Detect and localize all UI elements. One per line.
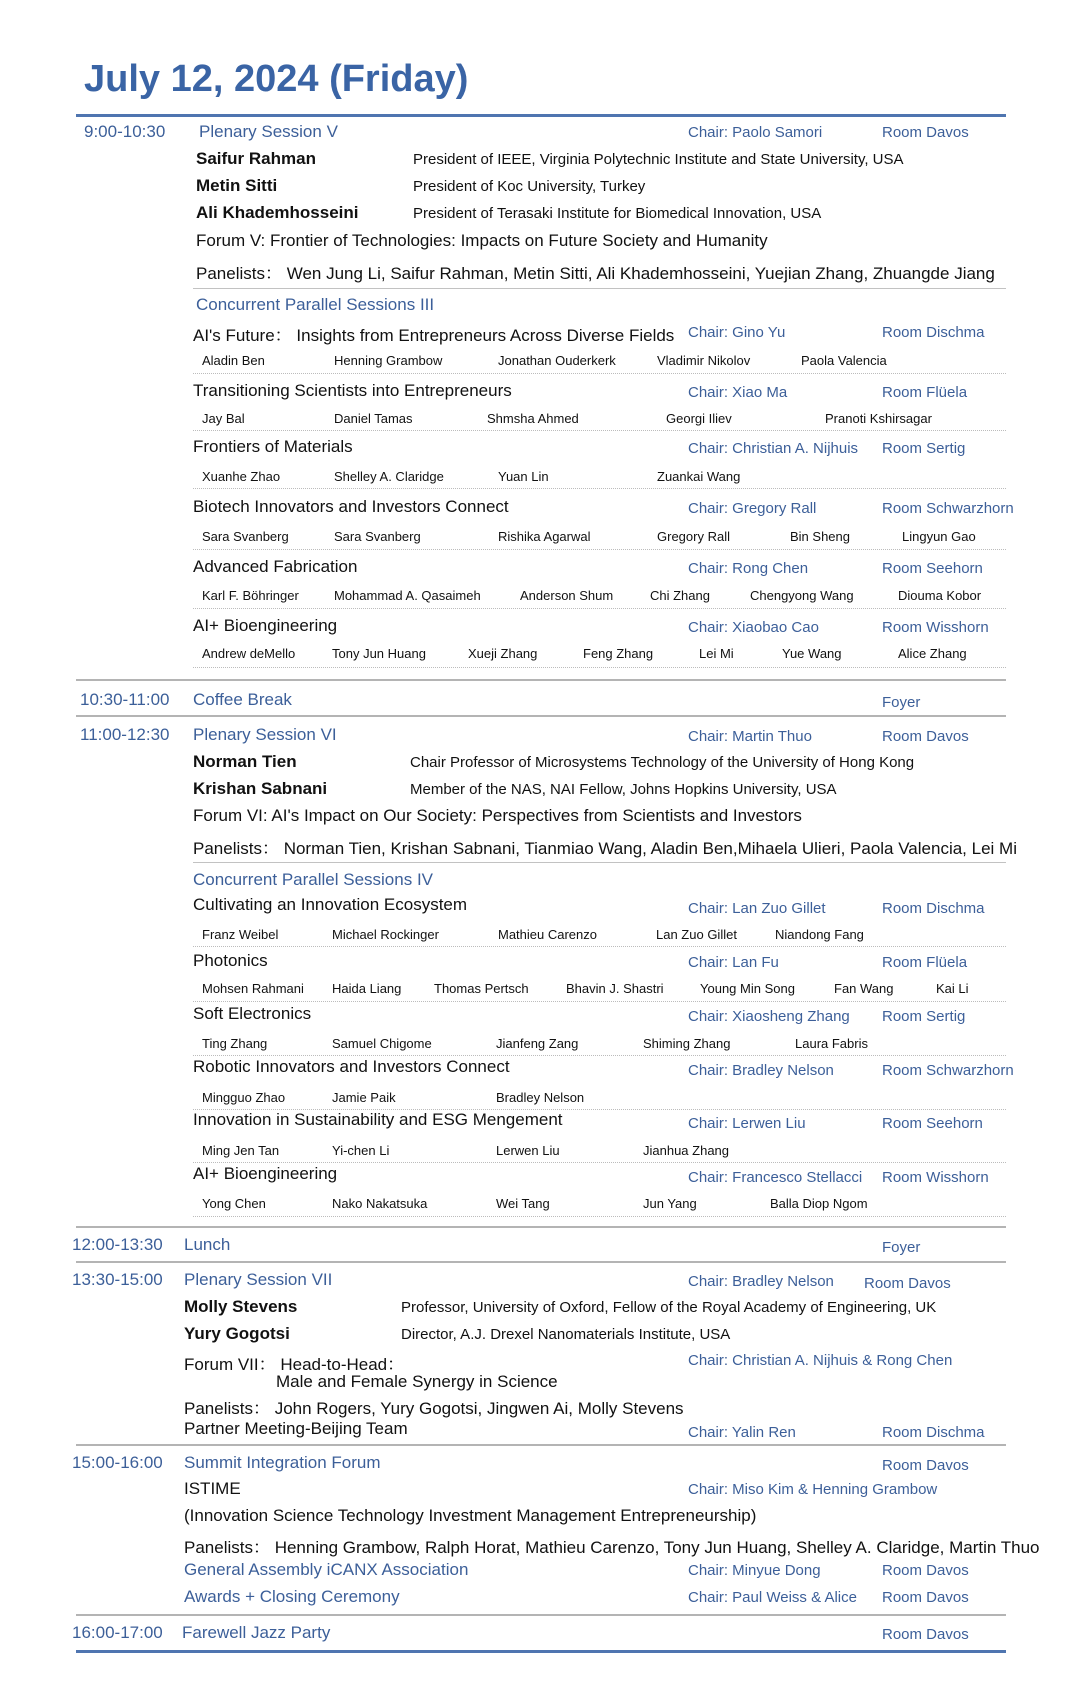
- forum-title: Forum VI: AI's Impact on Our Society: Perspectives from Scientists and Investors: [193, 806, 802, 825]
- assembly-title: General Assembly iCANX Association: [184, 1560, 469, 1579]
- session-room: Room Davos: [882, 124, 969, 141]
- session-chair: Chair: Xiaosheng Zhang: [688, 1008, 850, 1025]
- divider: [193, 430, 1006, 431]
- bottom-divider: [76, 1650, 1006, 1653]
- session-chair: Chair: Lan Zuo Gillet: [688, 900, 826, 917]
- participant: Anderson Shum: [520, 588, 614, 603]
- participant: Bin Sheng: [790, 529, 850, 544]
- session-room: Room Dischma: [882, 1424, 985, 1441]
- speaker-name: Saifur Rahman: [196, 149, 316, 168]
- session-title: Summit Integration Forum: [184, 1453, 381, 1472]
- session-chair: Chair: Rong Chen: [688, 560, 809, 577]
- participant: Tony Jun Huang: [332, 646, 426, 661]
- participant: Balla Diop Ngom: [770, 1196, 868, 1211]
- participant: Zuankai Wang: [657, 469, 741, 484]
- session-title: Lunch: [184, 1235, 231, 1254]
- divider: [193, 288, 1006, 289]
- participant: Lerwen Liu: [496, 1143, 560, 1158]
- page-title: July 12, 2024 (Friday): [84, 58, 469, 100]
- participant: Kai Li: [936, 981, 969, 996]
- speaker-affiliation: Chair Professor of Microsystems Technology of the University of Hong Kong: [410, 754, 915, 771]
- speaker-name: Metin Sitti: [196, 176, 278, 195]
- panelists: Panelists： Norman Tien, Krishan Sabnani, Tianmiao Wang, Aladin Ben,Mihaela Ulieri, Paola Valencia, Lei Mi: [193, 839, 1017, 858]
- session-chair: Chair: Yalin Ren: [688, 1424, 796, 1441]
- speaker-affiliation: President of IEEE, Virginia Polytechnic Institute and State University, USA: [413, 151, 904, 168]
- participant: Jianhua Zhang: [643, 1143, 730, 1158]
- time-slot: 9:00-10:30: [84, 122, 166, 141]
- participant: Feng Zhang: [583, 646, 654, 661]
- session-room: Room Wisshorn: [882, 1169, 989, 1186]
- divider: [193, 667, 1006, 668]
- session-chair: Chair: Xiao Ma: [688, 384, 788, 401]
- session-room: Room Davos: [864, 1275, 951, 1292]
- speaker-affiliation: President of Koc University, Turkey: [413, 178, 646, 195]
- forum-chair: Chair: Christian A. Nijhuis & Rong Chen: [688, 1352, 953, 1369]
- speaker-name: Krishan Sabnani: [193, 779, 328, 798]
- divider: [76, 1444, 1006, 1446]
- session-room: Room Dischma: [882, 324, 985, 341]
- session-title: Cultivating an Innovation Ecosystem: [193, 895, 468, 914]
- session-chair: Chair: Bradley Nelson: [688, 1273, 834, 1290]
- awards-title: Awards + Closing Ceremony: [184, 1587, 400, 1606]
- session-title: Plenary Session V: [199, 122, 338, 141]
- session-chair: Chair: Minyue Dong: [688, 1562, 821, 1579]
- participant: Alice Zhang: [898, 646, 967, 661]
- istime-title: ISTIME: [184, 1479, 241, 1498]
- participant: Ming Jen Tan: [202, 1143, 280, 1158]
- divider: [76, 1226, 1006, 1228]
- participant: Lingyun Gao: [902, 529, 976, 544]
- participant: Diouma Kobor: [898, 588, 982, 603]
- session-room: Room Davos: [882, 1589, 969, 1606]
- speaker-name: Norman Tien: [193, 752, 297, 771]
- participant: Jamie Paik: [332, 1090, 396, 1105]
- participant: Ting Zhang: [202, 1036, 268, 1051]
- panelists: Panelists： John Rogers, Yury Gogotsi, Jingwen Ai, Molly Stevens: [184, 1399, 684, 1418]
- participant: Mohsen Rahmani: [202, 981, 304, 996]
- divider: [193, 1216, 1006, 1217]
- session-room: Room Sertig: [882, 440, 966, 457]
- participant: Thomas Pertsch: [434, 981, 529, 996]
- participant: Chengyong Wang: [750, 588, 854, 603]
- participant: Yi-chen Li: [332, 1143, 390, 1158]
- participant: Franz Weibel: [202, 927, 279, 942]
- session-title: Plenary Session VI: [193, 725, 337, 744]
- participant: Karl F. Böhringer: [202, 588, 299, 603]
- session-title: AI+ Bioengineering: [193, 616, 338, 635]
- divider: [193, 373, 1006, 374]
- participant: Jianfeng Zang: [496, 1036, 579, 1051]
- speaker-name: Molly Stevens: [184, 1297, 298, 1316]
- participant: Sara Svanberg: [202, 529, 289, 544]
- session-chair: Chair: Gregory Rall: [688, 500, 817, 517]
- session-chair: Chair: Martin Thuo: [688, 728, 812, 745]
- time-slot: 12:00-13:30: [72, 1235, 163, 1254]
- divider: [193, 862, 1006, 863]
- time-slot: 10:30-11:00: [80, 690, 170, 709]
- participant: Georgi Iliev: [666, 411, 732, 426]
- session-title: Plenary Session VII: [184, 1270, 333, 1289]
- time-slot: 16:00-17:00: [72, 1623, 163, 1642]
- participant: Shmsha Ahmed: [487, 411, 579, 426]
- speaker-affiliation: Director, A.J. Drexel Nanomaterials Institute, USA: [401, 1326, 731, 1343]
- session-room: Room Schwarzhorn: [882, 500, 1014, 517]
- participant: Shiming Zhang: [643, 1036, 731, 1051]
- participant: Aladin Ben: [202, 353, 265, 368]
- session-chair: Chair: Lerwen Liu: [688, 1115, 806, 1132]
- session-title: Advanced Fabrication: [193, 557, 358, 576]
- session-title: Farewell Jazz Party: [182, 1623, 331, 1642]
- participant: Jonathan Ouderkerk: [498, 353, 616, 368]
- divider: [193, 488, 1006, 489]
- partner-meeting: Partner Meeting-Beijing Team: [184, 1419, 408, 1438]
- session-room: Room Flüela: [882, 954, 968, 971]
- divider: [193, 946, 1006, 947]
- participant: Bradley Nelson: [496, 1090, 585, 1105]
- participant: Bhavin J. Shastri: [566, 981, 664, 996]
- participant: Wei Tang: [496, 1196, 550, 1211]
- session-chair: Chair: Christian A. Nijhuis: [688, 440, 859, 457]
- forum-title: Forum VII： Head-to-Head：: [184, 1355, 405, 1374]
- participant: Andrew deMello: [202, 646, 296, 661]
- participant: Michael Rockinger: [332, 927, 439, 942]
- time-slot: 15:00-16:00: [72, 1453, 163, 1472]
- participant: Samuel Chigome: [332, 1036, 432, 1051]
- participant: Mohammad A. Qasaimeh: [334, 588, 481, 603]
- speaker-name: Ali Khademhosseini: [196, 203, 359, 222]
- parallel-sessions-title: Concurrent Parallel Sessions III: [196, 295, 435, 314]
- participant: Henning Grambow: [334, 353, 443, 368]
- session-title: Coffee Break: [193, 690, 292, 709]
- participant: Mathieu Carenzo: [498, 927, 597, 942]
- participant: Niandong Fang: [775, 927, 864, 942]
- participant: Young Min Song: [700, 981, 795, 996]
- session-chair: Chair: Francesco Stellacci: [688, 1169, 863, 1186]
- participant: Pranoti Kshirsagar: [825, 411, 932, 426]
- session-room: Room Flüela: [882, 384, 968, 401]
- session-title: Innovation in Sustainability and ESG Mengement: [193, 1110, 563, 1129]
- participant: Sara Svanberg: [334, 529, 421, 544]
- istime-description: (Innovation Science Technology Investment Management Entrepreneurship): [184, 1506, 757, 1525]
- participant: Laura Fabris: [795, 1036, 868, 1051]
- divider: [76, 1614, 1006, 1616]
- participant: Lei Mi: [699, 646, 734, 661]
- participant: Rishika Agarwal: [498, 529, 591, 544]
- participant: Yong Chen: [202, 1196, 266, 1211]
- session-room: Room Davos: [882, 1562, 969, 1579]
- divider: [193, 549, 1006, 550]
- parallel-sessions-title: Concurrent Parallel Sessions IV: [193, 870, 434, 889]
- time-slot: 11:00-12:30: [80, 725, 170, 744]
- participant: Yue Wang: [782, 646, 842, 661]
- speaker-affiliation: Professor, University of Oxford, Fellow of the Royal Academy of Engineering, UK: [401, 1299, 937, 1316]
- participant: Mingguo Zhao: [202, 1090, 286, 1105]
- session-room: Room Seehorn: [882, 560, 983, 577]
- time-slot: 13:30-15:00: [72, 1270, 163, 1289]
- participant: Jun Yang: [643, 1196, 697, 1211]
- divider: [193, 608, 1006, 609]
- session-room: Room Wisshorn: [882, 619, 989, 636]
- session-title: Transitioning Scientists into Entrepreneurs: [193, 381, 512, 400]
- participant: Chi Zhang: [650, 588, 710, 603]
- session-title: Soft Electronics: [193, 1004, 312, 1023]
- speaker-name: Yury Gogotsi: [184, 1324, 290, 1343]
- session-chair: Chair: Xiaobao Cao: [688, 619, 819, 636]
- divider: [193, 1162, 1006, 1163]
- participant: Haida Liang: [332, 981, 402, 996]
- session-title: Biotech Innovators and Investors Connect: [193, 497, 509, 516]
- session-chair: Chair: Miso Kim & Henning Grambow: [688, 1481, 938, 1498]
- panelists: Panelists： Henning Grambow, Ralph Horat, Mathieu Carenzo, Tony Jun Huang, Shelley A. Claridge, Martin Thuo: [184, 1538, 1040, 1557]
- participant: Fan Wang: [834, 981, 894, 996]
- divider: [76, 715, 1006, 717]
- participant: Shelley A. Claridge: [334, 469, 444, 484]
- session-title: Photonics: [193, 951, 268, 970]
- session-room: Room Davos: [882, 1457, 969, 1474]
- session-chair: Chair: Gino Yu: [688, 324, 786, 341]
- participant: Jay Bal: [202, 411, 245, 426]
- speaker-affiliation: Member of the NAS, NAI Fellow, Johns Hopkins University, USA: [410, 781, 837, 798]
- session-room: Room Dischma: [882, 900, 985, 917]
- divider: [76, 679, 1006, 681]
- session-room: Room Davos: [882, 728, 969, 745]
- divider: [76, 1261, 1006, 1263]
- session-chair: Chair: Bradley Nelson: [688, 1062, 834, 1079]
- session-title: Robotic Innovators and Investors Connect: [193, 1057, 510, 1076]
- session-room: Room Sertig: [882, 1008, 966, 1025]
- forum-title: Forum V: Frontier of Technologies: Impacts on Future Society and Humanity: [196, 231, 768, 250]
- session-title: Frontiers of Materials: [193, 437, 353, 456]
- participant: Daniel Tamas: [334, 411, 413, 426]
- divider: [193, 1001, 1006, 1002]
- participant: Vladimir Nikolov: [657, 353, 751, 368]
- session-chair: Chair: Paolo Samori: [688, 124, 823, 141]
- divider: [193, 1055, 1006, 1056]
- forum-subtitle: Male and Female Synergy in Science: [276, 1372, 558, 1391]
- participant: Lan Zuo Gillet: [656, 927, 737, 942]
- participant: Nako Nakatsuka: [332, 1196, 428, 1211]
- participant: Paola Valencia: [801, 353, 887, 368]
- session-room: Foyer: [882, 694, 921, 711]
- participant: Xuanhe Zhao: [202, 469, 281, 484]
- session-room: Foyer: [882, 1239, 921, 1256]
- session-room: Room Seehorn: [882, 1115, 983, 1132]
- session-title: AI's Future： Insights from Entrepreneurs Across Diverse Fields: [193, 326, 675, 345]
- participant: Xueji Zhang: [468, 646, 538, 661]
- session-room: Room Schwarzhorn: [882, 1062, 1014, 1079]
- session-title: AI+ Bioengineering: [193, 1164, 338, 1183]
- participant: Yuan Lin: [498, 469, 549, 484]
- session-chair: Chair: Paul Weiss & Alice: [688, 1589, 857, 1606]
- participant: Gregory Rall: [657, 529, 730, 544]
- panelists: Panelists： Wen Jung Li, Saifur Rahman, Metin Sitti, Ali Khademhosseini, Yuejian Zhang, Zhuangde Jiang: [196, 264, 995, 283]
- title-divider: [76, 114, 1006, 117]
- session-room: Room Davos: [882, 1626, 969, 1643]
- session-chair: Chair: Lan Fu: [688, 954, 779, 971]
- speaker-affiliation: President of Terasaki Institute for Biomedical Innovation, USA: [413, 205, 822, 222]
